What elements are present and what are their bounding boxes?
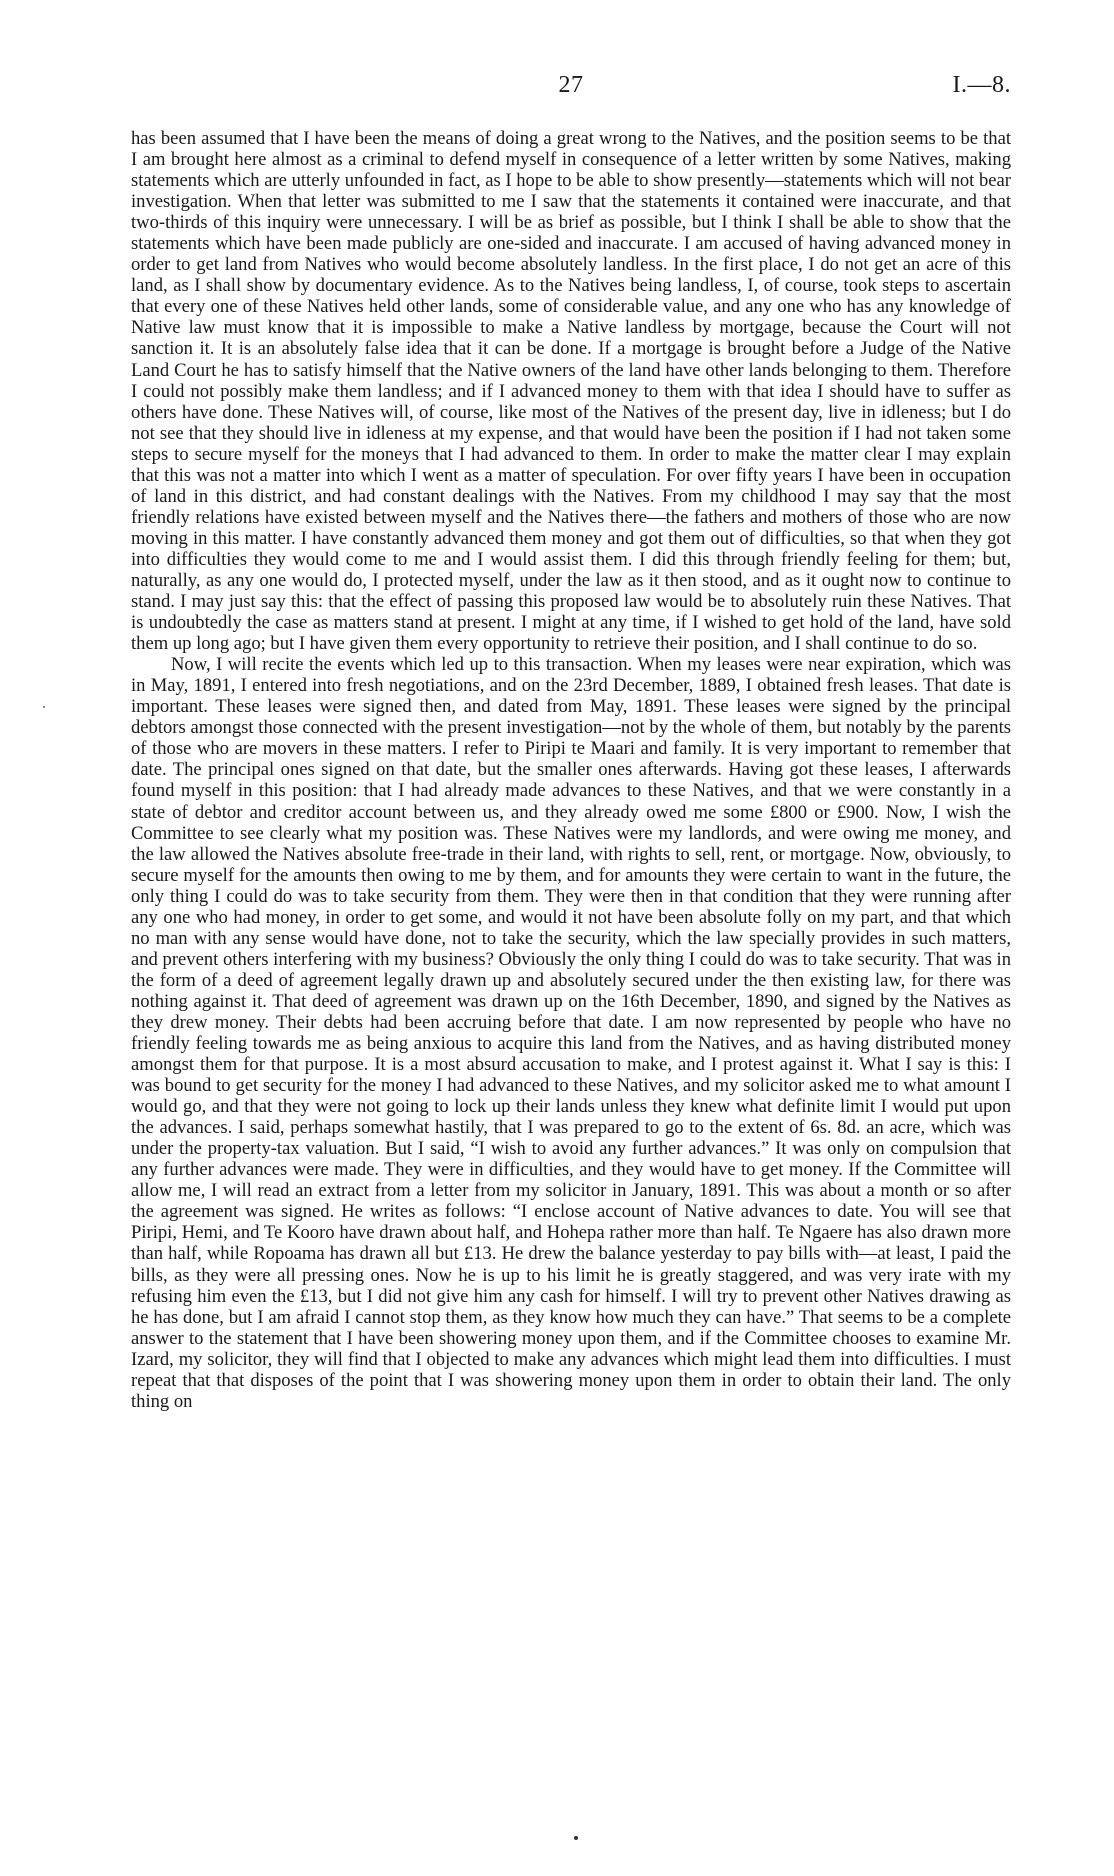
footer-dot [574, 1836, 578, 1840]
paragraph: Now, I will recite the events which led up to this transaction. When my leases were near expiration, which was in May, 1891, I entered into fresh negotiations, and on the 23rd December, 1889, I obtained fresh leases. That date is important. These leases were signed then, and dated from May, 1891. These leases were signed by the principal debtors amongst those connected with the present investigation—not by the whole of them, but notably by the parents of those who are movers in these matters. I refer to Piripi te Maari and family. It is very important to remember that date. The principal ones signed on that date, but the smaller ones afterwards. Having got these leases, I afterwards found myself in this position: that I had already made advances to these Natives, and that we were constantly in a state of debtor and creditor account between us, and they already owed me some £800 or £900. Now, I wish the Committee to see clearly what my position was. These Natives were my landlords, and were owing me money, and the law allowed the Natives absolute free-trade in their land, with rights to sell, rent, or mortgage. Now, obviously, to secure myself for the amounts then owing to me by them, and for amounts they were certain to want in the future, the only thing I could do was to take security from them. They were then in that condition that they were running after any one who had money, in order to get some, and would it not have been absolute folly on my part, and that which no man with any sense would have done, not to take the security, which the law specially provides in such matters, and prevent others interfering with my business? Obviously the only thing I could do was to take security. That was in the form of a deed of agreement legally drawn up and absolutely secured under the then existing law, for there was nothing against it. That deed of agreement was drawn up on the 16th December, 1890, and signed by the Natives as they drew money. Their debts had been accruing before that date. I am now represented by people who have no friendly feeling towards me as being anxious to acquire this land from the Natives, and as having distributed money amongst them for that purpose. It is a most absurd accusation to make, and I protest against it. What I say is this: I was bound to get security for the money I had advanced to these Natives, and my solicitor asked me to what amount I would go, and that they were not going to lock up their lands unless they knew what definite limit I would put upon the advances. I said, perhaps somewhat hastily, that I was prepared to go to the extent of 6s. 8d. an acre, which was under the property-tax valuation. But I said, “I wish to avoid any further advances.” It was only on compulsion that any further advances were made. They were in difficulties, and they would have to get money. If the Committee will allow me, I will read an extract from a letter from my solicitor in January, 1891. This was about a month or so after the agreement was signed. He writes as follows: “I enclose account of Native advances to date. You will see that Piripi, Hemi, and Te Kooro have drawn about half, and Hohepa rather more than half. Te Ngaere has also drawn more than half, while Ropoama has drawn all but £13. He drew the balance yesterday to pay bills with—at least, I paid the bills, as they were all pressing ones. Now he is up to his limit he is greatly staggered, and was very irate with my refusing him even the £13, but I did not give him any cash for himself. I will try to prevent other Natives drawing as he has done, but I am afraid I cannot stop them, as they know how much they can have.” That seems to be a complete answer to the statement that I have been showering money upon them, and if the Committee chooses to examine Mr. Izard, my solicitor, they will find that I objected to make any advances which might lead them into difficulties. I must repeat that that disposes of the point that I was showering money upon them in order to obtain their land. The only thing on [131, 654, 1011, 1412]
body-text [131, 128, 1011, 1412]
page-number: 27 [558, 72, 584, 98]
document-reference: I.—8. [952, 72, 1011, 98]
page-header [131, 72, 1011, 102]
paragraph: has been assumed that I have been the means of doing a great wrong to the Natives, and the position seems to be that I am brought here almost as a criminal to defend myself in consequence of a letter written by some Natives, making statements which are utterly unfounded in fact, as I hope to be able to show presently—statements which will not bear investigation. When that letter was submitted to me I saw that the statements it contained were inaccurate, and that two-thirds of this inquiry were unnecessary. I will be as brief as possible, but I think I shall be able to show that the statements which have been made publicly are one-sided and inaccurate. I am accused of having advanced money in order to get land from Natives who would become absolutely landless. In the first place, I do not get an acre of this land, as I shall show by documentary evidence. As to the Natives being landless, I, of course, took steps to ascertain that every one of these Natives held other lands, some of considerable value, and any one who has any knowledge of Native law must know that it is impossible to make a Native landless by mortgage, because the Court will not sanction it. It is an absolutely false idea that it can be done. If a mortgage is brought before a Judge of the Native Land Court he has to satisfy himself that the Native owners of the land have other lands belonging to them. Therefore I could not possibly make them landless; and if I advanced money to them with that idea I should have to suffer as others have done. These Natives will, of course, like most of the Natives of the present day, live in idleness; but I do not see that they should live in idleness at my expense, and that would have been the position if I had not taken some steps to secure myself for the moneys that I had advanced to them. In order to make the matter clear I may explain that this was not a matter into which I went as a matter of speculation. For over fifty years I have been in occupation of land in this district, and had constant dealings with the Natives. From my childhood I may say that the most friendly relations have existed between myself and the Natives there—the fathers and mothers of those who are now moving in this matter. I have constantly advanced them money and got them out of difficulties, so that when they got into difficulties they would come to me and I would assist them. I did this through friendly feeling for them; but, naturally, as any one would do, I protected myself, under the law as it then stood, and as it ought now to continue to stand. I may just say this: that the effect of passing this proposed law would be to absolutely ruin these Natives. That is undoubtedly the case as matters stand at present. I might at any time, if I wished to get hold of the land, have sold them up long ago; but I have given them every opportunity to retrieve their position, and I shall continue to do so. [131, 128, 1011, 655]
margin-speck [43, 706, 45, 708]
